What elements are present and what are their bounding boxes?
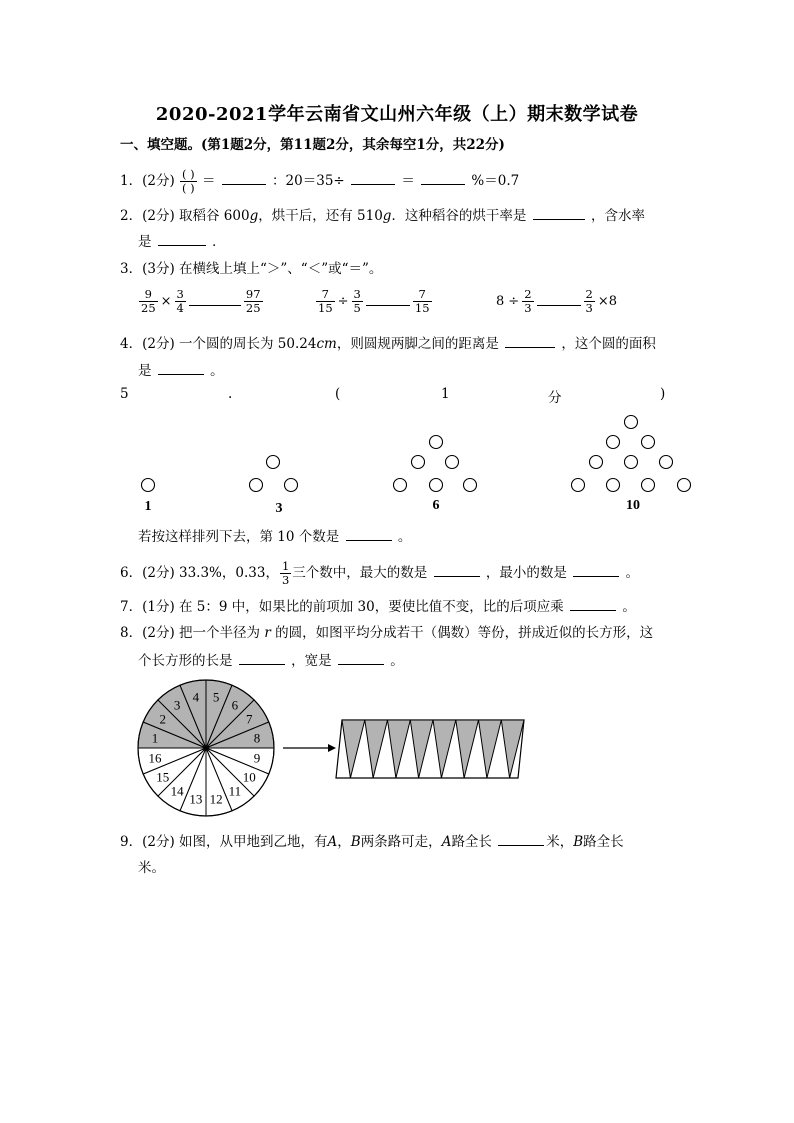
q3c1-a-den: 25 xyxy=(141,301,156,315)
q3c1-r-den: 25 xyxy=(245,301,261,315)
q8-approx-rectangle xyxy=(336,720,524,778)
q8-sector-label: 6 xyxy=(231,697,239,713)
q3c2-blank[interactable] xyxy=(366,297,410,306)
q1-fraction xyxy=(180,168,197,195)
question-5-text xyxy=(138,526,411,547)
q3c2-op: ÷ xyxy=(337,293,349,309)
q8-sector-label: 8 xyxy=(253,730,261,746)
q8-text-c: 个长方形的长是 xyxy=(138,653,233,669)
q6-text-d: 。 xyxy=(625,565,639,581)
q8-text-d: ，宽是 xyxy=(291,653,332,669)
page-title: 2020-2021学年云南省文山州六年级（上）期末数学试卷 xyxy=(155,104,639,125)
q8-sector-label: 11 xyxy=(228,783,242,799)
q3-compare-2 xyxy=(315,288,433,315)
question-2-line-2 xyxy=(138,231,226,252)
q3c3-blank[interactable] xyxy=(537,297,581,306)
q4-text-c: ，这个圆的面积 xyxy=(561,336,656,352)
q5-h-4: 分 xyxy=(548,390,562,406)
q3c2-r-den: 15 xyxy=(414,301,430,315)
q9-road-a: A xyxy=(327,834,338,850)
question-2-line-1 xyxy=(120,205,645,226)
q1-frac-den: ( ) xyxy=(182,181,195,195)
q2-unit-2: g xyxy=(382,208,392,224)
q8-sector-label: 10 xyxy=(242,769,256,785)
q5-label-3: 6 xyxy=(432,498,440,513)
section-heading: 一、填空题。(第1题2分，第11题2分，其余每空1分，共22分) xyxy=(120,137,505,153)
q6-text-c: ，最小的数是 xyxy=(485,565,567,581)
question-1 xyxy=(120,168,519,195)
q3c3-b-den: 3 xyxy=(524,301,532,315)
q8-text-b: 的圆，如图平均分成若干（偶数）等份，拼成近似的长方形，这 xyxy=(275,625,654,641)
q5-h-3: 1 xyxy=(441,386,450,402)
q5-circle-triangles-figure xyxy=(0,405,794,520)
q1-tail: %＝0.7 xyxy=(471,173,520,189)
q6-frac-num: 1 xyxy=(281,559,290,573)
q4-text-b: ，则圆规两脚之间的距离是 xyxy=(336,336,499,352)
q3c2-a-num: 7 xyxy=(316,288,335,302)
q8-sector-label: 4 xyxy=(192,689,200,705)
q8-sector-label: 3 xyxy=(173,697,181,713)
q3c1-a-num: 9 xyxy=(139,288,158,302)
q3c3-a: 8 xyxy=(496,293,505,309)
q2-text-e: 是 xyxy=(138,234,152,250)
q5-h-5: ) xyxy=(660,386,666,402)
q8-blank-2[interactable] xyxy=(338,650,384,665)
q9-road-b-2: B xyxy=(573,834,584,850)
q2-blank-1[interactable] xyxy=(533,205,585,220)
question-4-line-1 xyxy=(120,333,656,354)
q6-blank-1[interactable] xyxy=(434,562,480,577)
q3c1-blank[interactable] xyxy=(189,297,241,306)
q3c3-op1: ÷ xyxy=(508,293,520,309)
q7-text-b: 。 xyxy=(622,599,636,615)
q8-sector-label: 7 xyxy=(245,711,253,727)
q3c3-op2: ×8 xyxy=(597,293,618,309)
q4-text-e: 。 xyxy=(210,363,224,379)
q2-text-d: ，含水率 xyxy=(591,208,646,224)
q3-compare-3 xyxy=(494,288,619,315)
q9-text-e: 路全长 xyxy=(583,834,624,850)
q5-label-1: 1 xyxy=(144,499,152,514)
q9-text-c: 路全长 xyxy=(451,834,492,850)
q6-blank-2[interactable] xyxy=(573,562,619,577)
q3c2-a-den: 15 xyxy=(318,301,333,315)
q2-text-f: ． xyxy=(212,234,226,250)
q3c3-r-num: 2 xyxy=(585,287,593,301)
q8-sector-label: 15 xyxy=(156,769,170,785)
q2-unit-1: g xyxy=(249,208,259,224)
q8-circle-rectangle-figure xyxy=(0,675,794,820)
arrow-head-icon xyxy=(328,744,336,752)
q5-label-2: 3 xyxy=(275,501,283,516)
q3c2-b-num: 3 xyxy=(353,287,361,301)
q8-sector-label: 1 xyxy=(151,730,159,746)
q2-blank-2[interactable] xyxy=(158,231,206,246)
q8-circle-sectors xyxy=(138,680,274,816)
q1-blank-2[interactable] xyxy=(351,170,395,185)
q7-text-a: 7．(1分) 在 5：9 中，如果比的前项加 30，要使比值不变，比的后项应乘 xyxy=(120,599,564,615)
q3c1-b-den: 4 xyxy=(176,301,184,315)
q8-sector-label: 9 xyxy=(253,750,261,766)
question-8-line-2 xyxy=(138,650,404,671)
q4-unit: cm xyxy=(316,336,337,352)
q6-text-a: 6．(2分) 33.3%，0.33， xyxy=(120,565,279,581)
q7-blank[interactable] xyxy=(570,596,616,611)
question-7 xyxy=(120,596,636,617)
q8-sector-label: 16 xyxy=(148,750,162,766)
q1-mid: ：20＝35÷ xyxy=(272,173,345,189)
q9-text-a: 9．(2分) 如图，从甲地到乙地，有 xyxy=(120,834,328,850)
q5-h-0: 5 xyxy=(120,386,129,402)
question-8-line-1 xyxy=(120,623,653,643)
q1-eq1: ＝ xyxy=(201,173,216,189)
q1-blank-1[interactable] xyxy=(222,170,266,185)
q5-text-a: 若按这样排列下去，第 10 个数是 xyxy=(138,529,340,545)
q3c1-r-num: 97 xyxy=(245,287,261,301)
q9-sep: ， xyxy=(337,834,351,850)
q9-road-b: B xyxy=(350,834,361,850)
q1-blank-3[interactable] xyxy=(421,170,465,185)
q2-text-c: ．这种稻谷的烘干率是 xyxy=(391,208,527,224)
q3c1-op: × xyxy=(160,293,172,309)
question-6 xyxy=(120,560,639,587)
q3c2-r-num: 7 xyxy=(413,288,432,302)
q4-blank-2[interactable] xyxy=(158,360,204,375)
q5-text-b: 。 xyxy=(397,529,412,545)
q3c1-b-num: 3 xyxy=(176,287,184,301)
q9-text-d: 米， xyxy=(546,834,574,850)
q8-text-e: 。 xyxy=(390,653,404,669)
q1-eq2: ＝ xyxy=(401,173,415,189)
q2-text-a: 2．(2分) 取稻谷 600 xyxy=(120,208,250,224)
q9-blank-1[interactable] xyxy=(498,831,544,846)
q4-text-d: 是 xyxy=(138,363,152,379)
q5-h-1: . xyxy=(228,386,233,402)
q8-var: r xyxy=(264,625,271,641)
q8-sector-label: 14 xyxy=(170,783,184,799)
q8-sector-label: 2 xyxy=(159,711,167,727)
q3c3-r-den: 3 xyxy=(585,301,593,315)
q1-frac-num: ( ) xyxy=(182,167,195,181)
q9-text-b: 两条路可走， xyxy=(360,834,442,850)
q2-text-b: ，烘干后，还有 510 xyxy=(258,208,383,224)
q8-text-a: 8．(2分) 把一个半径为 xyxy=(120,625,261,641)
q4-text-a: 4．(2分) 一个圆的周长为 50.24 xyxy=(120,336,317,352)
q9-road-a-2: A xyxy=(441,834,452,850)
q6-text-b: 三个数中，最大的数是 xyxy=(292,565,428,581)
q4-blank-1[interactable] xyxy=(505,333,555,348)
q6-frac-den: 3 xyxy=(281,573,290,587)
question-3: 3．(3分) 在横线上填上“＞”、“＜”或“＝”。 xyxy=(120,261,383,277)
question-9-line-2: 米。 xyxy=(138,860,165,876)
question-9-line-1 xyxy=(120,831,624,852)
q3-compare-1 xyxy=(138,288,264,315)
q8-blank-1[interactable] xyxy=(239,650,285,665)
q8-sector-label: 13 xyxy=(189,791,203,807)
q3c3-b-num: 2 xyxy=(524,287,532,301)
question-5-header xyxy=(0,386,794,406)
q8-sector-label: 5 xyxy=(212,689,220,705)
q5-h-2: ( xyxy=(335,386,341,402)
q5-blank[interactable] xyxy=(346,526,392,541)
question-4-line-2 xyxy=(138,360,224,381)
q3c2-b-den: 5 xyxy=(353,301,361,315)
q1-prefix: 1．(2分) xyxy=(120,173,175,189)
q8-sector-label: 12 xyxy=(209,791,223,807)
q5-label-4: 10 xyxy=(626,498,640,513)
